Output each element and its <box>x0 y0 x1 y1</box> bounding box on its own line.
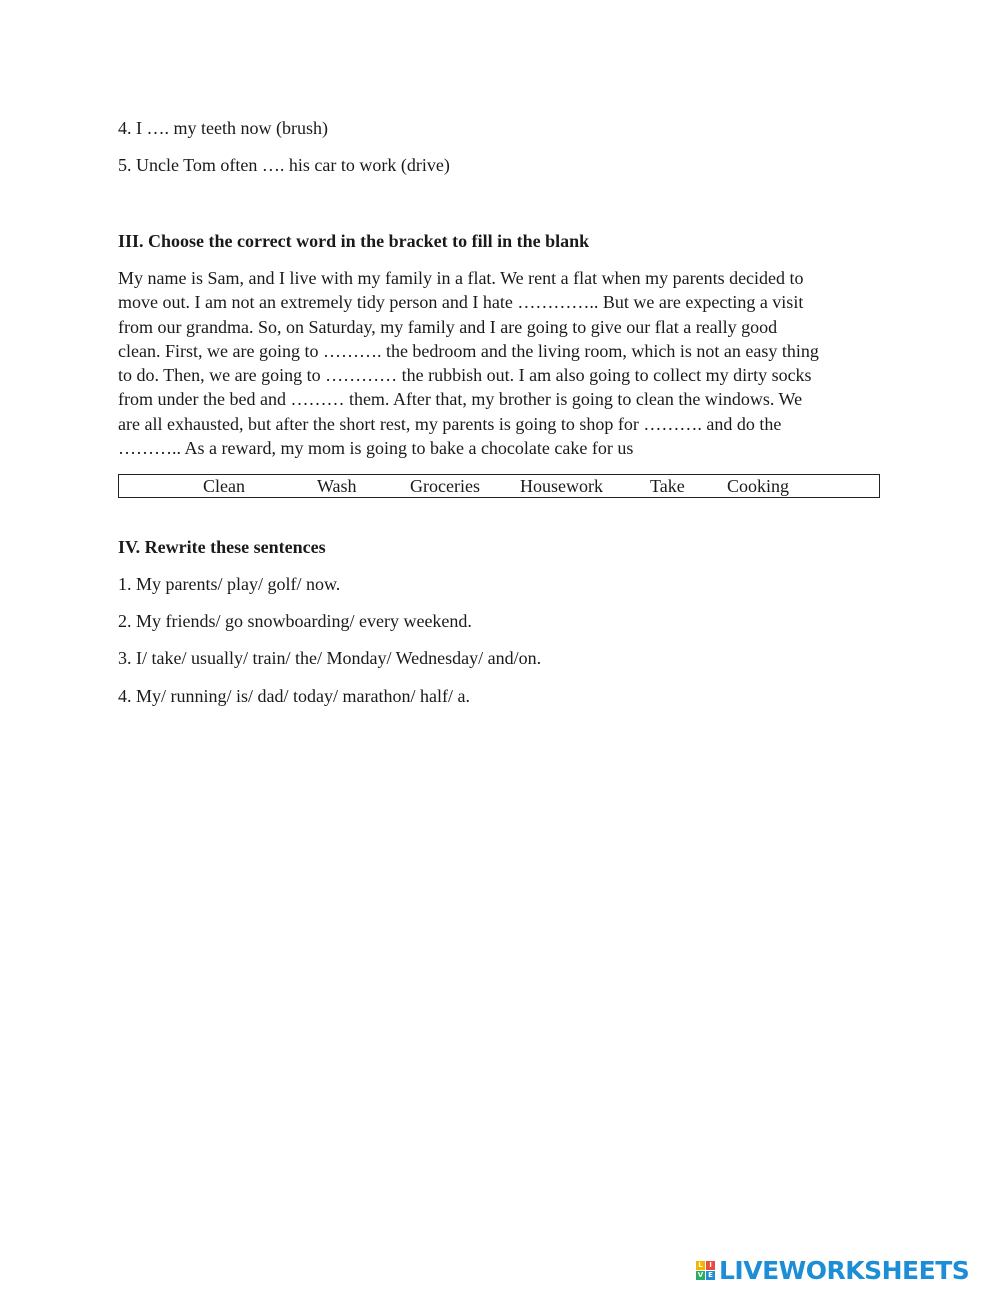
word-bank-item: Clean <box>203 476 245 496</box>
word-bank-item: Cooking <box>727 476 790 496</box>
rewrite-item-4: 4. My/ running/ is/ dad/ today/ marathon/ half/ a. <box>118 686 470 706</box>
paragraph-line: move out. I am not an extremely tidy person and I hate ………….. But we are expecting a visit <box>118 292 804 313</box>
rewrite-item-3: 3. I/ take/ usually/ train/ the/ Monday/ Wednesday/ and/on. <box>118 648 542 668</box>
paragraph-line: ……….. As a reward, my mom is going to bake a chocolate cake for us <box>118 438 634 459</box>
paragraph-line: clean. First, we are going to ………. the bedroom and the living room, which is not an easy thing <box>118 340 819 361</box>
rewrite-item-1: 1. My parents/ play/ golf/ now. <box>118 574 341 594</box>
section-4-heading: IV. Rewrite these sentences <box>118 537 326 557</box>
logo-icon-letter: L <box>696 1261 705 1270</box>
paragraph-line: are all exhausted, but after the short rest, my parents is going to shop for ………. and do the <box>118 413 782 434</box>
word-bank-item: Take <box>650 476 685 496</box>
word-bank-item: Wash <box>317 476 357 496</box>
word-bank-box <box>118 474 880 498</box>
section-3-heading: III. Choose the correct word in the bracket to fill in the blank <box>118 231 590 251</box>
logo-text: LIVEWORKSHEETS <box>719 1255 970 1285</box>
logo-icon-letter: E <box>706 1271 715 1280</box>
section-3-paragraph <box>118 266 888 460</box>
word-bank-item: Housework <box>520 476 603 496</box>
liveworksheets-logo <box>696 1255 969 1285</box>
paragraph-line: My name is Sam, and I live with my family in a flat. We rent a flat when my parents decided to <box>118 268 804 288</box>
exercise-item-4: 4. I …. my teeth now (brush) <box>118 118 328 138</box>
exercise-item-5: 5. Uncle Tom often …. his car to work (drive) <box>118 155 450 175</box>
paragraph-line: from our grandma. So, on Saturday, my family and I are going to give our flat a really good <box>118 316 778 337</box>
paragraph-line: to do. Then, we are going to ………… the rubbish out. I am also going to collect my dirty socks <box>118 365 812 386</box>
logo-icon <box>696 1261 715 1280</box>
word-bank-item: Groceries <box>410 476 480 496</box>
logo-icon-letter: V <box>697 1270 704 1279</box>
rewrite-item-2: 2. My friends/ go snowboarding/ every weekend. <box>118 611 472 631</box>
paragraph-line: from under the bed and ……… them. After that, my brother is going to clean the windows. We <box>118 389 803 410</box>
logo-icon-letter: I <box>706 1261 715 1270</box>
